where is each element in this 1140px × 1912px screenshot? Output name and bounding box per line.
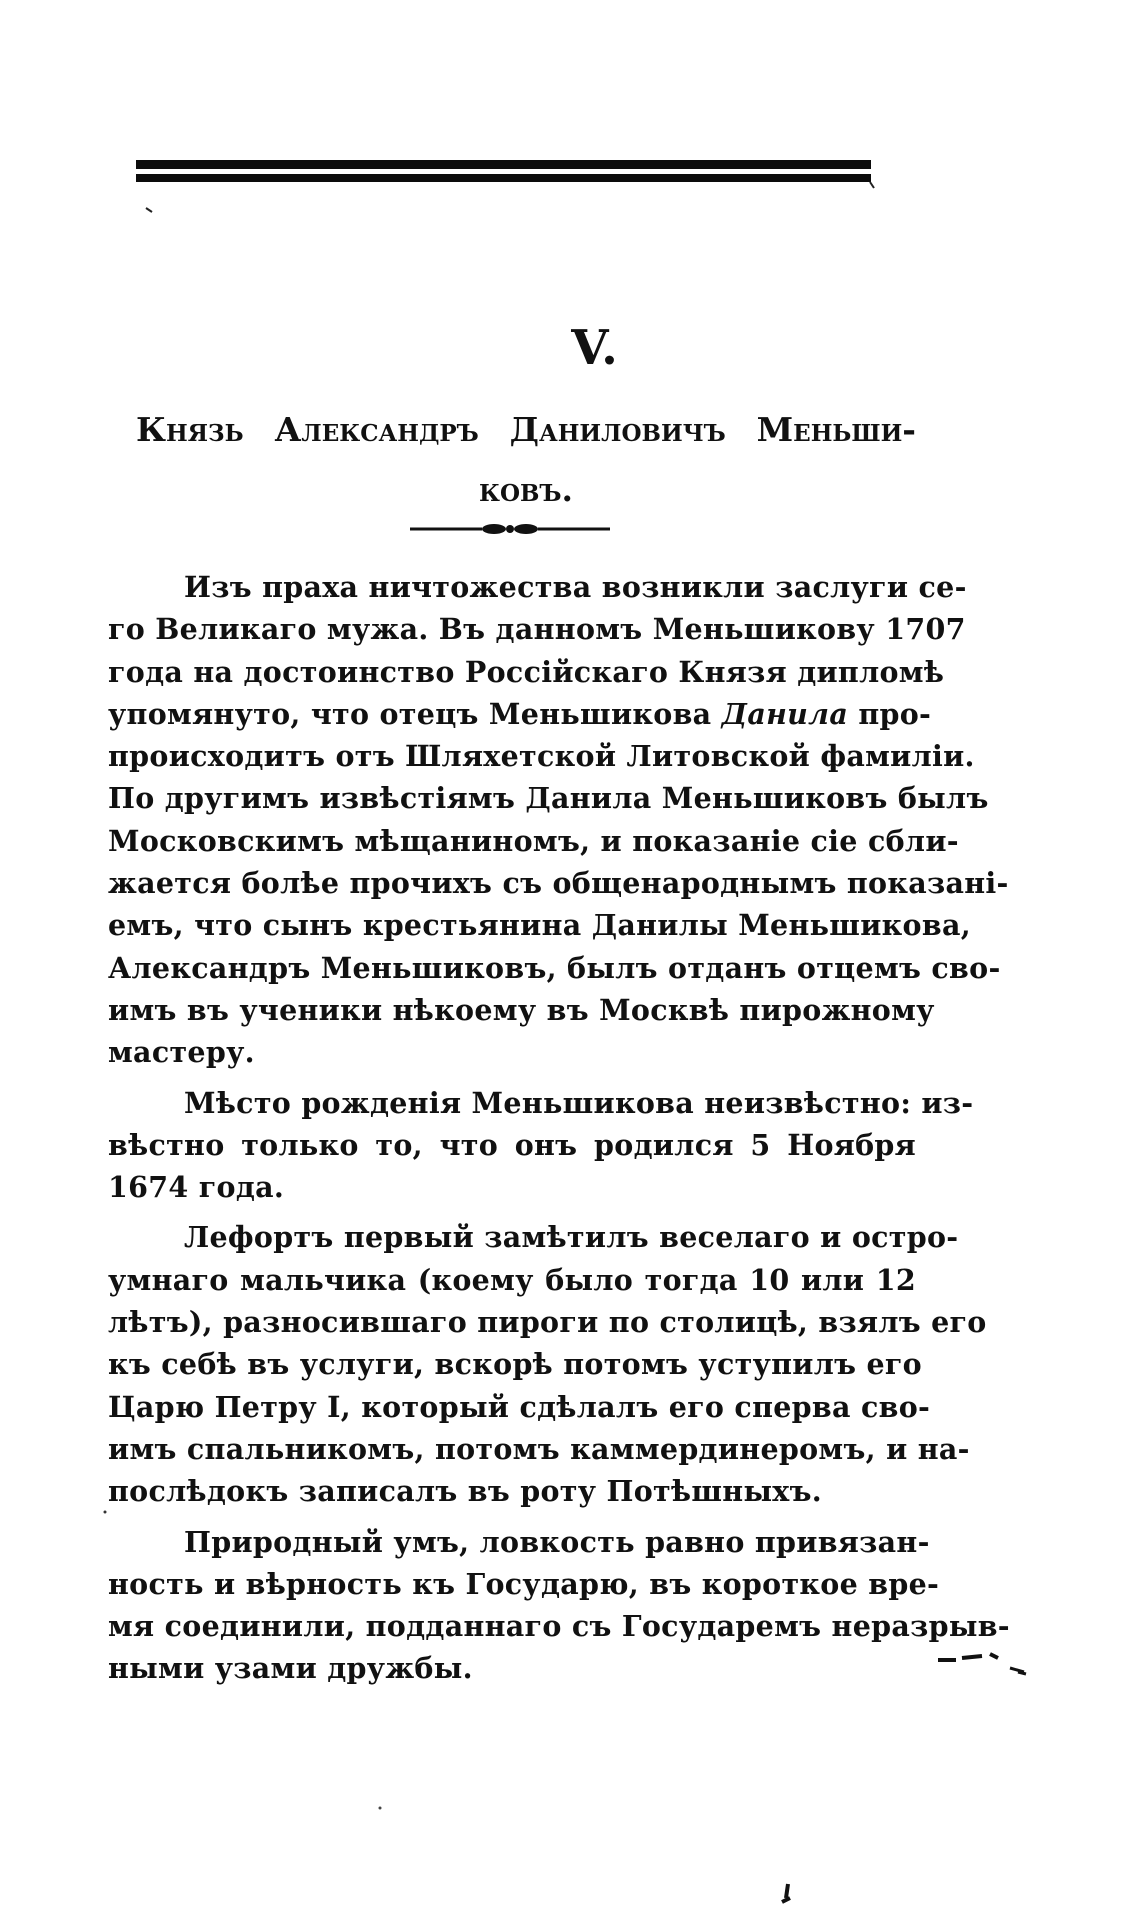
text-line: го Великаго мужа. Въ данномъ Меньшикову 1707 — [108, 612, 966, 647]
text-line: вѣстно только то, что онъ родился 5 Ноября — [108, 1127, 916, 1162]
chapter-title-line-2: ковъ. — [479, 470, 573, 509]
text-line: послѣдокъ записалъ въ роту Потѣшныхъ. — [108, 1474, 822, 1509]
italic-name: Данила — [721, 696, 849, 731]
top-double-rule — [136, 160, 871, 184]
text-line: лѣтъ), разносившаго пироги по столицѣ, взялъ его — [108, 1305, 987, 1340]
chapter-title-line-1: Князь Александръ Даниловичъ Меньши- — [136, 410, 916, 449]
text-line: имъ въ ученики нѣкоему въ Москвѣ пирожному — [108, 992, 935, 1027]
text-line: мя соединили, подданнаго съ Государемъ неразрыв- — [108, 1609, 1010, 1644]
text-line: происходитъ отъ Шляхетской Литовской фамилiи. — [108, 739, 975, 774]
text-line: мастеру. — [108, 1035, 255, 1070]
text-line: имъ спальникомъ, потомъ каммердинеромъ, и на- — [108, 1431, 970, 1466]
text-line: Мѣсто рожденiя Меньшикова неизвѣстно: из- — [184, 1085, 974, 1120]
text-line: Александръ Меньшиковъ, былъ отданъ отцемъ сво- — [108, 950, 1001, 985]
text-line: емъ, что сынъ крестьянина Данилы Меньшикова, — [108, 908, 971, 943]
text-fragment: про- — [848, 696, 932, 731]
text-line: года на достоинство Россiйскаго Князя дипломѣ — [108, 654, 945, 689]
text-line: Московскимъ мѣщаниномъ, и показанiе сiе сбли- — [108, 823, 959, 858]
text-line: Лефортъ первый замѣтилъ веселаго и остро- — [184, 1220, 959, 1255]
paragraph-3 — [108, 1216, 987, 1512]
paragraph-1 — [108, 566, 1009, 1074]
text-line: Изъ праха ничтожества возникли заслуги се- — [184, 570, 967, 604]
text-line: жается болѣе прочихъ съ общенароднымъ показанi- — [108, 866, 1009, 901]
paragraph-4 — [108, 1521, 1010, 1690]
rule-bar-thick — [136, 160, 871, 169]
rule-bar-thin — [136, 174, 871, 182]
chapter-title — [136, 400, 916, 520]
text-line-with-italic — [108, 693, 932, 735]
text-fragment: упомянуто, что отецъ Меньшикова — [108, 696, 722, 731]
paragraph-2 — [108, 1082, 974, 1209]
chapter-number: V. — [571, 320, 619, 376]
text-line: Природный умъ, ловкость равно привязан- — [184, 1524, 930, 1559]
text-line: ными узами дружбы. — [108, 1651, 473, 1686]
text-line: къ себѣ въ услуги, вскорѣ потомъ уступилъ его — [108, 1347, 922, 1382]
text-line: ность и вѣрность къ Государю, въ короткое вре- — [108, 1566, 940, 1601]
text-line: умнаго мальчика (коему было тогда 10 или 12 — [108, 1262, 916, 1297]
text-line: По другимъ извѣстiямъ Данила Меньшиковъ былъ — [108, 781, 989, 816]
ornament-divider-icon — [410, 520, 610, 538]
body-text — [108, 566, 1010, 1690]
text-line: 1674 года. — [108, 1170, 285, 1205]
text-line: Царю Петру I, который сдѣлалъ его сперва сво- — [108, 1389, 931, 1424]
